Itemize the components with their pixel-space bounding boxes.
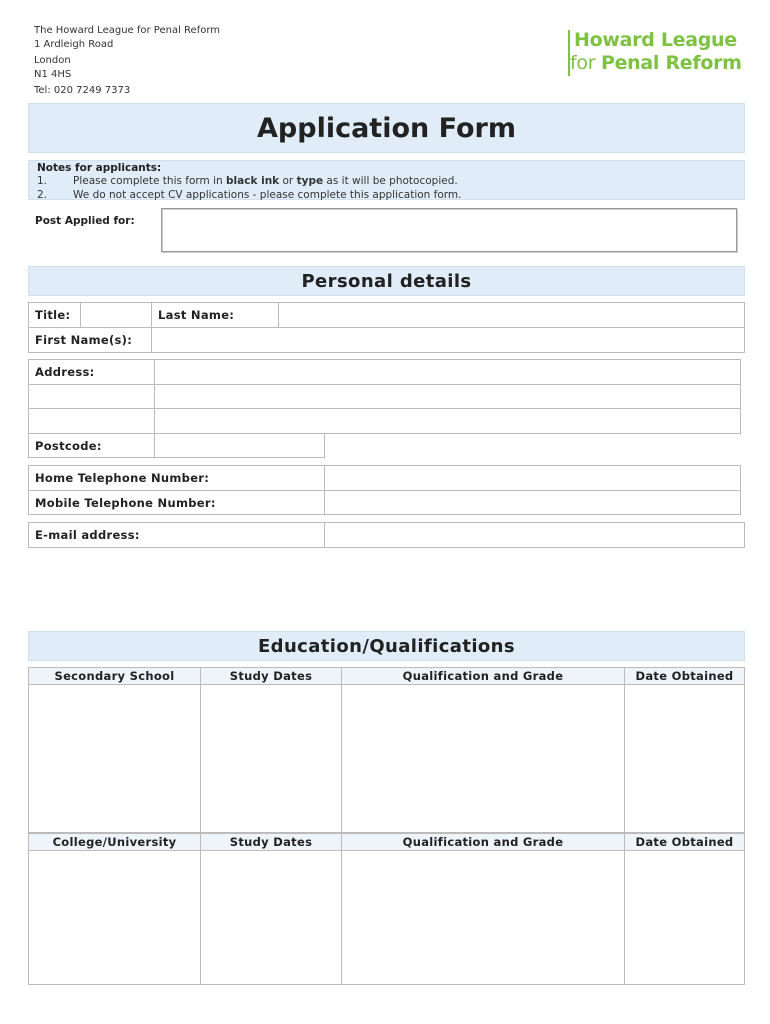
note-text <box>73 175 458 188</box>
email-field[interactable] <box>324 522 745 548</box>
address-city: London <box>34 55 71 67</box>
last-name-field[interactable] <box>278 302 745 328</box>
note-number: 1. <box>37 175 48 188</box>
note-text-part: or <box>279 175 297 188</box>
organisation-address <box>34 24 220 98</box>
logo-line1: Howard League <box>574 29 737 51</box>
school-qualification-field[interactable] <box>341 684 625 833</box>
address-field-line2[interactable] <box>154 384 741 409</box>
address-label: Address: <box>28 359 155 385</box>
note-item <box>37 175 744 188</box>
logo-line2-prefix: for <box>570 52 601 74</box>
postcode-field[interactable] <box>154 433 325 458</box>
college-study-dates-field[interactable] <box>200 850 342 985</box>
address-line1: 1 Ardleigh Road <box>34 38 114 50</box>
org-name: The Howard League for Penal Reform <box>34 25 221 36</box>
post-applied-field[interactable] <box>161 208 737 252</box>
address-field-line1[interactable] <box>154 359 741 385</box>
address-label-blank <box>28 384 155 409</box>
notes-for-applicants <box>28 160 745 200</box>
email-label: E-mail address: <box>28 522 325 548</box>
note-text-part: Please complete this form in <box>73 175 227 188</box>
notes-heading: Notes for applicants: <box>37 162 162 174</box>
college-university-field[interactable] <box>28 850 201 985</box>
home-telephone-label: Home Telephone Number: <box>28 465 325 491</box>
education-heading: Education/Qualifications <box>257 636 516 657</box>
note-text-part: as it will be photocopied. <box>323 175 458 188</box>
address-postcode: N1 4HS <box>34 68 72 80</box>
college-university-header: College/University <box>28 833 201 851</box>
secondary-school-header: Secondary School <box>28 667 201 685</box>
date-obtained-header: Date Obtained <box>624 833 745 851</box>
note-text: We do not accept CV applications - please complete this application form. <box>73 188 462 201</box>
first-names-field[interactable] <box>151 327 745 353</box>
howard-league-logo <box>568 30 746 76</box>
logo-line2-bold: Penal Reform <box>600 52 742 74</box>
date-obtained-header: Date Obtained <box>624 667 745 685</box>
title-field[interactable] <box>80 302 152 328</box>
note-number: 2. <box>37 188 48 201</box>
logo-line2 <box>570 52 742 74</box>
note-emphasis-black-ink: black ink <box>226 175 280 188</box>
personal-details-band <box>28 266 745 296</box>
address-telephone: Tel: 020 7249 7373 <box>34 85 131 97</box>
mobile-telephone-label: Mobile Telephone Number: <box>28 490 325 515</box>
note-item <box>37 189 744 202</box>
college-qualification-field[interactable] <box>341 850 625 985</box>
secondary-school-field[interactable] <box>28 684 201 833</box>
title-label: Title: <box>28 302 81 328</box>
title-band <box>28 103 745 153</box>
address-field-line3[interactable] <box>154 408 741 434</box>
school-study-dates-field[interactable] <box>200 684 342 833</box>
college-date-obtained-field[interactable] <box>624 850 745 985</box>
post-applied-label: Post Applied for: <box>35 215 135 227</box>
home-telephone-field[interactable] <box>324 465 741 491</box>
study-dates-header: Study Dates <box>200 667 342 685</box>
address-label-blank <box>28 408 155 434</box>
page-title: Application Form <box>257 113 516 144</box>
postcode-label: Postcode: <box>28 433 155 458</box>
study-dates-header: Study Dates <box>200 833 342 851</box>
school-date-obtained-field[interactable] <box>624 684 745 833</box>
personal-details-heading: Personal details <box>301 271 472 292</box>
note-emphasis-type: type <box>296 175 324 188</box>
first-names-label: First Name(s): <box>28 327 152 353</box>
qualification-grade-header: Qualification and Grade <box>341 667 625 685</box>
qualification-grade-header: Qualification and Grade <box>341 833 625 851</box>
education-band <box>28 631 745 661</box>
last-name-label: Last Name: <box>151 302 279 328</box>
mobile-telephone-field[interactable] <box>324 490 741 515</box>
